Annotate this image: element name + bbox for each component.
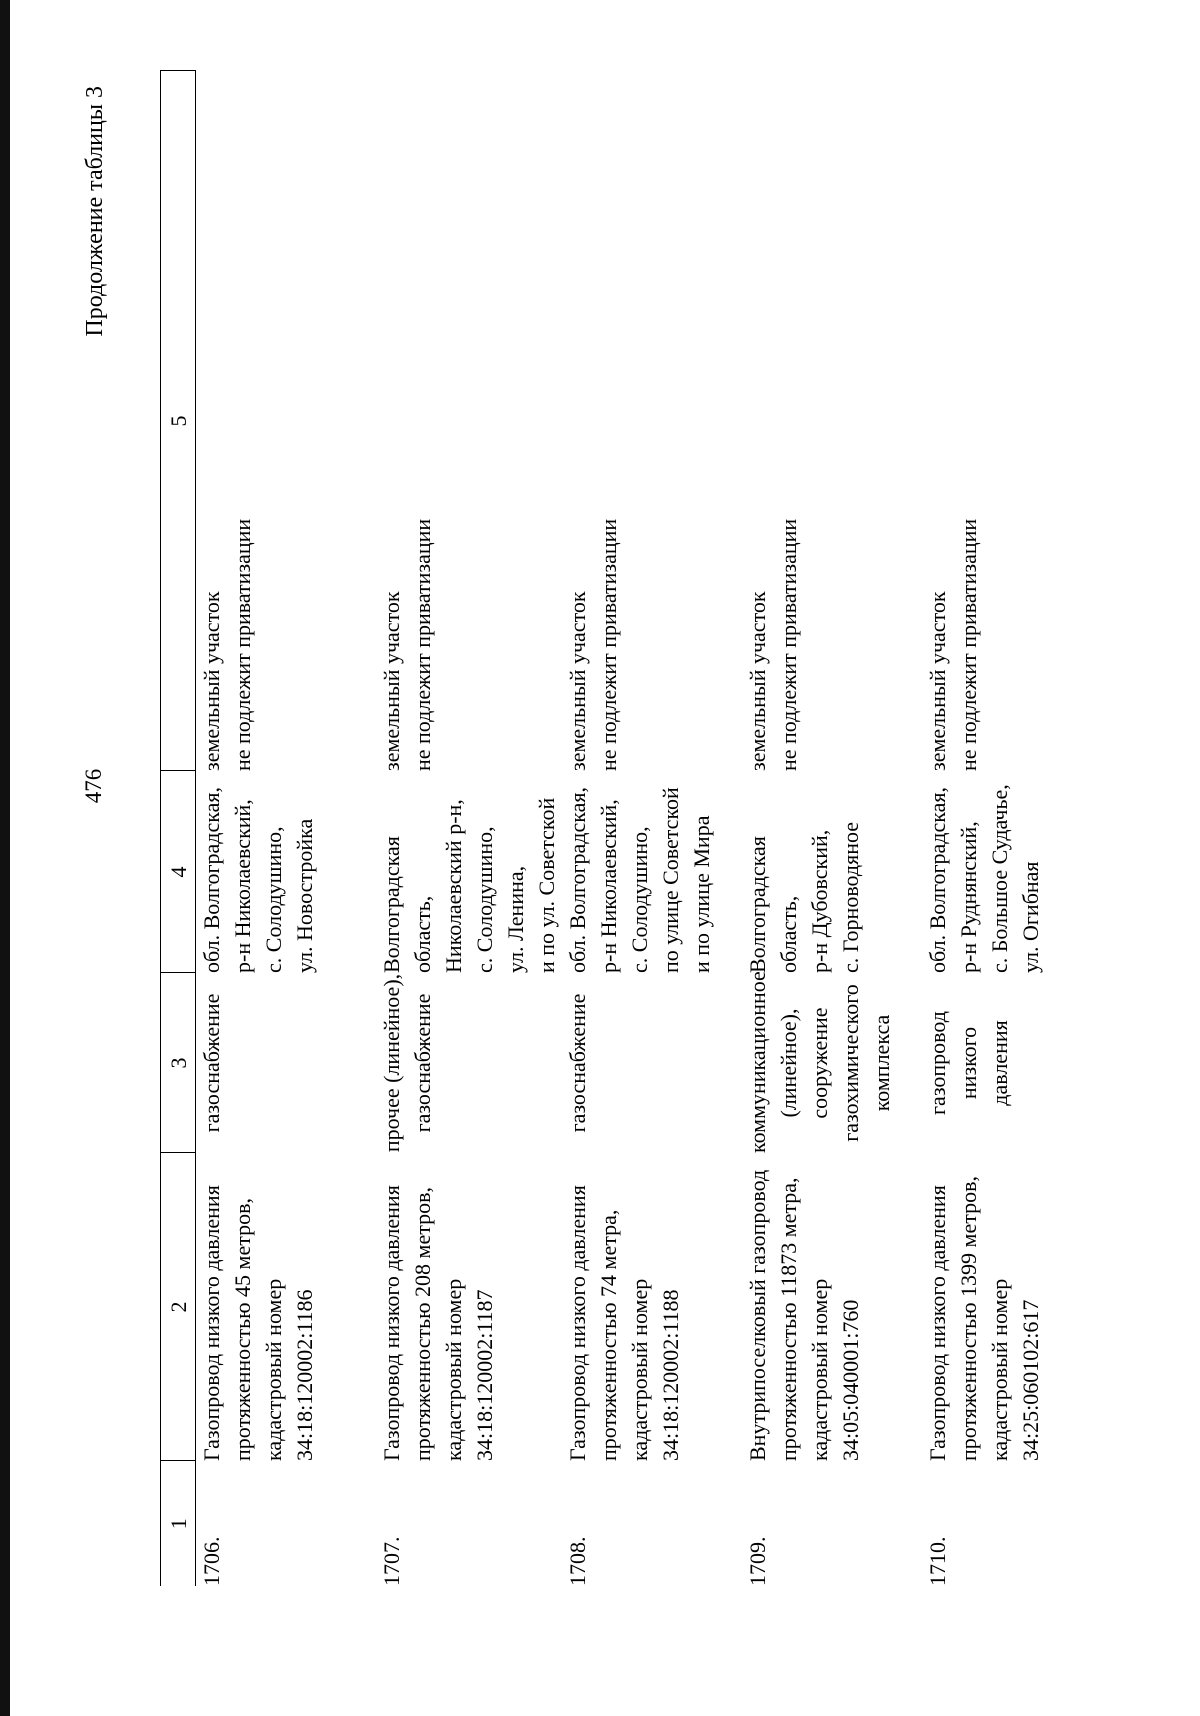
object-purpose: газоснабжение — [199, 993, 224, 1133]
object-name: Газопровод низкого давления протяженностью 208 метров, кадастровый номер 34:18:120002:1187 — [379, 1185, 497, 1461]
object-address: обл. Волгоградская, р-н Руднянский, с. Большое Судачье, ул. Огибная — [925, 784, 1043, 973]
land-note: земельный участок не подлежит приватизации — [745, 518, 801, 771]
column-header-2: 2 — [161, 1153, 196, 1461]
column-header-5: 5 — [161, 71, 196, 771]
land-note: земельный участок не подлежит приватизации — [199, 518, 255, 771]
row-number: 1706. — [199, 1536, 224, 1586]
object-name: Газопровод низкого давления протяженностью 74 метра, кадастровый номер 34:18:120002:1188 — [565, 1185, 683, 1461]
object-address: обл. Волгоградская, р-н Николаевский, с. Солодушино, по улице Советской и по улице Мира — [565, 787, 714, 973]
column-header-3: 3 — [161, 973, 196, 1153]
object-address: Волгоградская область, р-н Дубовский, с. Горноводяное — [745, 821, 863, 973]
object-name: Газопровод низкого давления протяженностью 45 метров, кадастровый номер 34:18:120002:1186 — [199, 1185, 317, 1461]
object-name: Внутрипоселковый газопровод протяженностью 11873 метра, кадастровый номер 34:05:040001:760 — [745, 1169, 863, 1461]
page-number: 476 — [81, 768, 106, 804]
land-note: земельный участок не подлежит приватизации — [925, 518, 981, 771]
column-header-4: 4 — [161, 771, 196, 973]
object-address: обл. Волгоградская, р-н Николаевский, с. Солодушино, ул. Новостройка — [199, 787, 317, 973]
table-row — [376, 71, 562, 1586]
object-purpose: коммуникационное (линейное), сооружение газохимического комплекса — [745, 971, 894, 1153]
table-row — [196, 71, 377, 1586]
row-number: 1709. — [745, 1536, 770, 1586]
land-note: земельный участок не подлежит приватизации — [379, 518, 435, 771]
land-note: земельный участок не подлежит приватизации — [565, 518, 621, 771]
row-number: 1708. — [565, 1536, 590, 1586]
property-table — [160, 71, 1102, 1587]
column-header-1: 1 — [161, 1461, 196, 1586]
table-row — [922, 71, 1102, 1586]
row-number: 1707. — [379, 1536, 404, 1586]
row-number: 1710. — [925, 1536, 950, 1586]
object-address: Волгоградская область, Николаевский р-н, с. Солодушино, ул. Ленина, и по ул. Советской — [379, 797, 559, 973]
object-name: Газопровод низкого давления протяженностью 1399 метров, кадастровый номер 34:25:060102:617 — [925, 1175, 1043, 1461]
table-caption: Продолжение таблицы 3 — [82, 86, 108, 337]
table-row — [742, 71, 922, 1586]
header-row — [161, 71, 196, 1586]
object-purpose: газоснабжение — [565, 993, 590, 1133]
object-purpose: газопровод низкого давления — [925, 1011, 1012, 1115]
table-row — [562, 71, 742, 1586]
object-purpose: прочее (линейное), газоснабжение — [379, 973, 435, 1153]
